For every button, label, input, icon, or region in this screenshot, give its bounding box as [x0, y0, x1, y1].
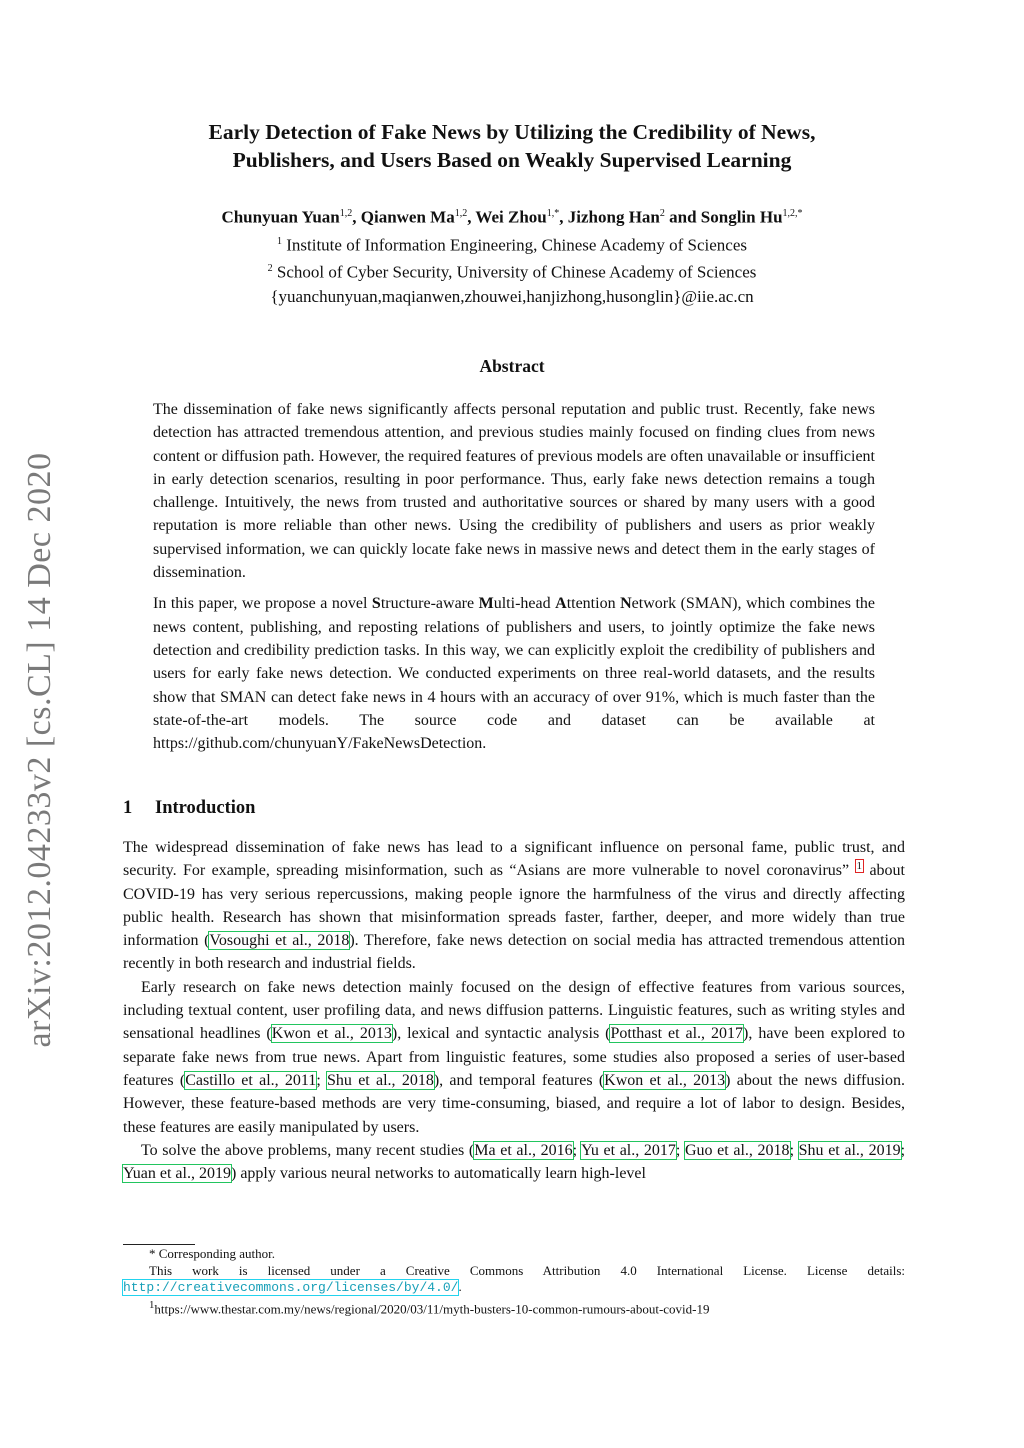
- citation-separator: ;: [316, 1071, 328, 1089]
- footnote-1: [123, 1297, 905, 1318]
- citation-separator: ;: [675, 1141, 685, 1159]
- intro-text: ), lexical and syntactic analysis (: [391, 1025, 611, 1043]
- title-line-1: Early Detection of Fake News by Utilizing the Credibility of News,: [208, 120, 816, 144]
- abstract-paragraph-1: The dissemination of fake news significantly affects personal reputation and public trust. Recently, fake news detection has attracted tremendous attention, and previous studies mainly focused on finding clues from news content or diffusion path. However, the required features of previous models are often unavailable or insufficient in early detection scenarios, resulting in poor performance. Thus, early fake news detection remains a tough challenge. Intuitively, the news from trusted and authoritative sources or shared by many users with a good reputation is more reliable than other news. Using the credibility of publishers and users as prior weakly supervised information, we can quickly locate fake news in massive news and detect them in the early stages of dissemination.: [153, 401, 875, 582]
- arxiv-identifier: arXiv:2012.04233v2 [cs.CL] 14 Dec 2020: [21, 452, 58, 1048]
- paper-title: [120, 118, 904, 174]
- footnote-1-link[interactable]: 1: [856, 859, 863, 872]
- citation-link[interactable]: Ma et al., 2016: [474, 1141, 573, 1159]
- affiliation-2-mark: 2: [267, 263, 273, 275]
- acronym-letter-m: M: [478, 595, 494, 613]
- author-names: [120, 202, 904, 230]
- citation-link[interactable]: Guo et al., 2018: [684, 1141, 790, 1159]
- citation-link[interactable]: Castillo et al., 2011: [185, 1071, 317, 1089]
- abstract-p2-text: ttention: [566, 595, 621, 613]
- abstract-p2-text: In this paper, we propose a novel: [153, 595, 372, 613]
- affiliation-1-text: Institute of Information Engineering, Chinese Academy of Sciences: [281, 235, 747, 255]
- author-5-affiliation: 1,2,*: [782, 208, 803, 219]
- footnote-1-number: 1: [149, 1298, 155, 1311]
- citation-link[interactable]: Kwon et al., 2013: [271, 1025, 392, 1043]
- author-3: , Wei Zhou: [467, 207, 547, 227]
- affiliation-2-text: School of Cyber Security, University of Chinese Academy of Sciences: [272, 262, 757, 282]
- intro-text: ) apply various neural networks to automatically learn high-level: [230, 1165, 646, 1183]
- intro-text: To solve the above problems, many recent studies (: [141, 1141, 475, 1159]
- intro-text: about COVID-19 has very serious repercussions, making people ignore the harmfulness of the virus and directly affecting public health. Research has shown that misinformation spreads faster, farther, deeper, and more widely than true information (: [123, 862, 906, 950]
- abstract-heading: Abstract: [479, 356, 545, 376]
- abstract-paragraph-2: [153, 592, 875, 755]
- author-emails: {yuanchunyuan,maqianwen,zhouwei,hanjizhong,husonglin}@iie.ac.cn: [270, 286, 754, 306]
- intro-text: ), have been explored to separate fake news from true news. Apart from linguistic features, some studies also proposed a series of user-based features (: [123, 1025, 906, 1089]
- license-url-link[interactable]: http://creativecommons.org/licenses/by/4.0/: [123, 1280, 459, 1295]
- citation-separator: ;: [900, 1141, 906, 1159]
- citation-link[interactable]: Yu et al., 2017: [581, 1141, 676, 1159]
- abstract-p2-text: etwork (SMAN), which combines the news content, publishing, and reposting relations of publishers and users, to jointly optimize the fake news detection and credibility prediction tasks. In this way, we can explicitly exploit the credibility of publishers and users for early fake news detection. We conducted experiments on three real-world datasets, and the results show that SMAN can detect fake news in 4 hours with an accuracy of over 91%, which is much faster than the state-of-the-art models. The source code and dataset can be available at https://github.com/chunyuanY/FakeNewsDetection.: [153, 595, 876, 753]
- title-line-2: Publishers, and Users Based on Weakly Supervised Learning: [232, 148, 792, 172]
- acronym-letter-n: N: [620, 595, 632, 613]
- citation-separator: ;: [789, 1141, 799, 1159]
- author-4-affiliation: 2: [659, 208, 665, 219]
- author-block: [120, 202, 904, 309]
- author-5: and Songlin Hu: [664, 207, 783, 227]
- author-2: , Qianwen Ma: [352, 207, 455, 227]
- section-title: Introduction: [155, 798, 256, 818]
- acronym-letter-s: S: [371, 595, 381, 613]
- introduction-body: [123, 836, 905, 1185]
- affiliation-1: [120, 230, 904, 258]
- intro-paragraph-3: [123, 1139, 905, 1186]
- footnotes: [123, 1246, 905, 1317]
- intro-text: Early research on fake news detection mainly focused on the design of effective features from various sources, including textual content, user profiling data, and news diffusion patterns. Linguistic features, such as writing styles and sensational headlines (: [123, 978, 905, 1043]
- author-2-affiliation: 1,2: [454, 208, 468, 219]
- abstract-p2-text: tructure-aware: [380, 595, 479, 613]
- section-heading: [123, 798, 255, 819]
- intro-text: The widespread dissemination of fake news has lead to a significant influence on personal fame, public trust, and security. For example, spreading misinformation, such as “Asians are more vulnerable to novel coronavirus”: [123, 839, 905, 880]
- intro-text: ). Therefore, fake news detection on social media has attracted tremendous attention recently in both research and industrial fields.: [123, 932, 905, 973]
- abstract-body: [153, 398, 875, 755]
- author-3-affiliation: 1,*: [546, 208, 560, 219]
- license-period: .: [458, 1279, 462, 1294]
- intro-text: ) about the news diffusion. However, these feature-based methods are very time-consuming, biased, and require a lot of labor to design. Besides, these features are easily manipulated by users.: [123, 1071, 906, 1136]
- license-note: [123, 1263, 905, 1297]
- intro-paragraph-2: [123, 976, 905, 1139]
- citation-link[interactable]: Shu et al., 2018: [327, 1071, 434, 1089]
- affiliation-2: [120, 257, 904, 285]
- footnote-1-url: https://www.thestar.com.my/news/regional/2020/03/11/myth-busters-10-common-rumours-about-covid-19: [154, 1300, 710, 1316]
- citation-link[interactable]: Yuan et al., 2019: [123, 1165, 231, 1183]
- citation-link[interactable]: Potthast et al., 2017: [610, 1025, 744, 1043]
- author-1-affiliation: 1,2: [339, 208, 353, 219]
- author-4: , Jizhong Han: [559, 207, 660, 227]
- footnote-divider: [123, 1244, 195, 1245]
- acronym-letter-a: A: [555, 595, 567, 613]
- affiliation-1-mark: 1: [276, 235, 282, 247]
- license-text: This work is licensed under a Creative Commons Attribution 4.0 International License. License details:: [149, 1262, 905, 1278]
- citation-link[interactable]: Kwon et al., 2013: [604, 1071, 726, 1089]
- intro-paragraph-1: [123, 836, 905, 976]
- author-1: Chunyuan Yuan: [221, 207, 340, 227]
- intro-text: ), and temporal features (: [433, 1071, 605, 1089]
- section-number: 1: [123, 798, 133, 818]
- abstract-p2-text: ulti-head: [493, 595, 556, 613]
- citation-link[interactable]: Shu et al., 2019: [798, 1141, 901, 1159]
- citation-link[interactable]: Vosoughi et al., 2018: [209, 932, 350, 950]
- citation-separator: ;: [572, 1141, 582, 1159]
- corresponding-author-note: * Corresponding author.: [149, 1246, 276, 1261]
